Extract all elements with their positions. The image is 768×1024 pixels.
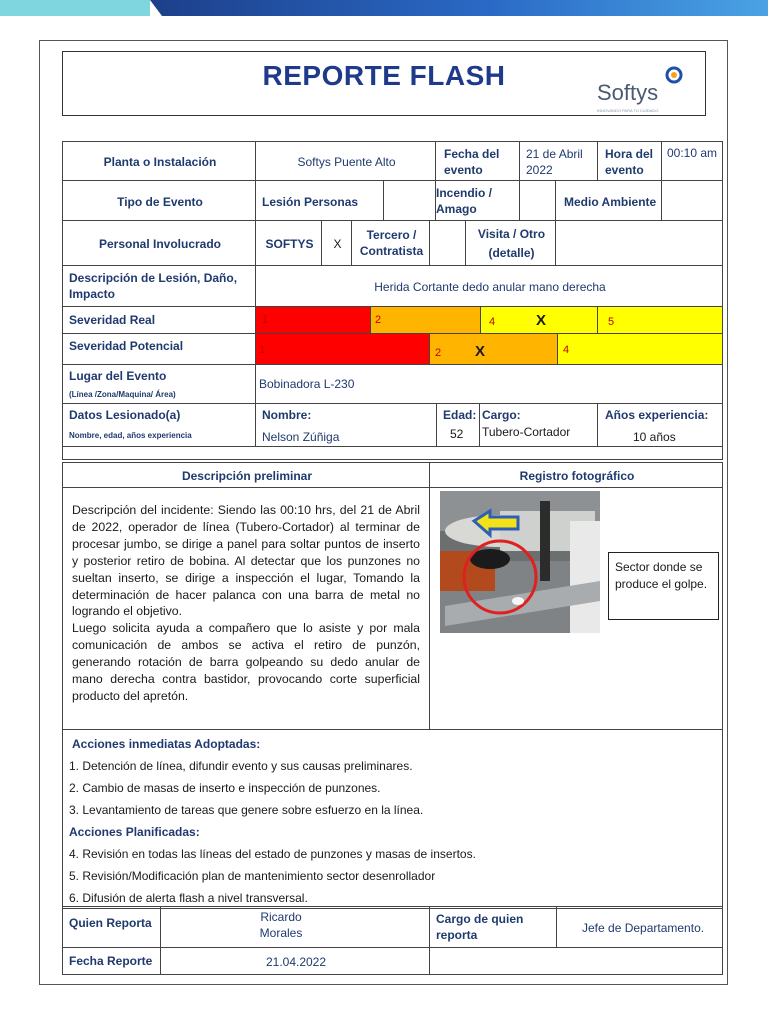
table-spacer	[62, 446, 723, 460]
severidad-real-level-5[interactable]	[597, 306, 723, 334]
quien-reporta-value-cell	[160, 906, 430, 948]
severidad-real-level-2-label: 2	[375, 314, 382, 326]
descripcion-header: Descripción preliminar	[181, 469, 313, 483]
visita-detalle-field[interactable]	[555, 220, 723, 266]
severidad-potencial-mark: X	[475, 343, 486, 360]
lugar-value-cell	[255, 364, 723, 404]
experiencia-value: 10 años	[633, 430, 676, 444]
planta-value-cell	[255, 141, 436, 181]
planta-label: Planta o Instalación	[103, 155, 217, 169]
fecha-evento-value: 21 de Abril 2022	[526, 147, 583, 177]
fecha-reporte-value-cell	[160, 947, 430, 975]
softys-label: SOFTYS	[265, 237, 314, 251]
severidad-real-level-2[interactable]	[370, 306, 481, 334]
tercero-check[interactable]	[429, 220, 466, 266]
lugar-value: Bobinadora L-230	[259, 377, 355, 391]
severidad-real-level-1-label: 1	[262, 314, 269, 326]
quien-reporta-value: Ricardo Morales	[259, 910, 303, 940]
quien-reporta-label-cell	[62, 906, 161, 948]
quien-reporta-label: Quien Reporta	[69, 916, 152, 930]
visita-cell	[465, 220, 556, 266]
cargo-cell	[479, 403, 598, 447]
personal-label-cell	[62, 220, 256, 266]
experiencia-label: Años experiencia:	[605, 408, 709, 422]
severidad-potencial-level-4[interactable]	[557, 333, 723, 365]
tercero-cell	[351, 220, 430, 266]
severidad-real-level-4-label: 4	[489, 316, 496, 328]
incident-photo	[440, 491, 600, 633]
acciones-planificadas-title: Acciones Planificadas:	[69, 825, 200, 839]
nombre-value: Nelson Zúñiga	[262, 430, 340, 444]
severidad-potencial-level-2[interactable]	[429, 333, 558, 365]
experiencia-cell	[597, 403, 723, 447]
accion-item: 5. Revisión/Modificación plan de mantenimiento sector desenrollador	[69, 869, 436, 883]
lesionado-label-cell	[62, 403, 256, 447]
lesion-personas-label: Lesión Personas	[262, 195, 359, 209]
tercero-label: Tercero / Contratista	[359, 228, 424, 258]
medio-ambiente-check[interactable]	[661, 180, 723, 221]
lugar-sublabel: (Línea /Zona/Maquina/ Área)	[69, 390, 176, 399]
fecha-reporte-label: Fecha Reporte	[69, 954, 153, 968]
lesionado-sublabel: Nombre, edad, años experiencia	[69, 431, 192, 440]
tipo-evento-label-cell	[62, 180, 256, 221]
severidad-potencial-level-2-label: 2	[435, 347, 442, 359]
descripcion-lesion-value: Herida Cortante dedo anular mano derecha	[374, 280, 606, 294]
medio-ambiente-cell	[555, 180, 662, 221]
planta-label-cell	[62, 141, 256, 181]
severidad-real-level-4[interactable]	[480, 306, 598, 334]
acciones-inmediatas-title: Acciones inmediatas Adoptadas:	[72, 737, 261, 751]
nombre-cell	[255, 403, 437, 447]
lesionado-label: Datos Lesionado(a)	[69, 408, 181, 422]
lugar-label: Lugar del Evento	[69, 369, 167, 383]
cargo-value: Tubero-Cortador	[482, 425, 571, 439]
accion-item: 3. Levantamiento de tareas que genere sobre esfuerzo en la línea.	[69, 803, 424, 817]
photo-callout-text: Sector donde se produce el golpe.	[615, 560, 708, 591]
cargo-label: Cargo:	[482, 408, 521, 422]
planta-value: Softys Puente Alto	[297, 155, 396, 169]
severidad-real-level-5-label: 5	[608, 316, 615, 328]
descripcion-lesion-label-cell	[62, 265, 256, 307]
fecha-evento-label-cell	[435, 141, 520, 181]
severidad-real-level-1[interactable]	[255, 306, 371, 334]
severidad-potencial-label: Severidad Potencial	[69, 339, 184, 353]
hora-evento-label: Hora del evento	[605, 147, 654, 177]
nombre-label: Nombre:	[262, 408, 312, 422]
fecha-reporte-empty-cell	[429, 947, 723, 975]
tipo-evento-label: Tipo de Evento	[117, 195, 203, 209]
softys-logo	[597, 68, 687, 113]
softys-check[interactable]	[321, 220, 352, 266]
incendio-label: Incendio / Amago	[436, 186, 493, 216]
report-header	[62, 51, 706, 116]
incendio-check[interactable]	[519, 180, 556, 221]
descripcion-lesion-label: Descripción de Lesión, Daño, Impacto	[69, 271, 238, 301]
fecha-reporte-value: 21.04.2022	[265, 955, 327, 969]
fecha-evento-label: Fecha del evento	[444, 147, 500, 177]
severidad-potencial-label-cell	[62, 333, 256, 365]
severidad-real-mark: X	[536, 312, 547, 329]
edad-label: Edad:	[443, 408, 477, 422]
hora-evento-value: 00:10 am	[667, 146, 718, 160]
edad-value: 52	[450, 427, 464, 441]
incendio-cell	[435, 180, 520, 221]
severidad-real-label-cell	[62, 306, 256, 334]
page-title: REPORTE FLASH	[262, 60, 506, 91]
logo-mark-icon	[665, 66, 683, 84]
edad-cell	[436, 403, 480, 447]
softys-mark: X	[333, 237, 342, 251]
lugar-label-cell	[62, 364, 256, 404]
photo-callout	[608, 552, 719, 620]
visita-label: Visita / Otro (detalle)	[477, 227, 546, 260]
softys-cell	[255, 220, 322, 266]
fecha-evento-value-cell	[519, 141, 598, 181]
descripcion-text: Descripción del incidente: Siendo las 00:10 hrs, del 21 de Abril de 2022, operador de línea (Tubero-Cortador) al terminar de procesar jumbo, se dirige a panel para soltar puntos de inserto y posterior retiro de bobina. Al detectar que los punzones no sueltan inserto, se dirige a inspección el lugar, Tomando la determinación de hacer palanca con una barra de metal no logrando el objetivo. Luego solicita ayuda a compañero que lo asiste y por mala comunicación de ambos se activa el retiro de punzón, generando rotación de barra golpeando su dedo anular de mano derecha contra bastidor, provocando corte superficial producto del apretón.	[72, 503, 420, 703]
lesion-personas-check[interactable]	[383, 180, 436, 221]
accion-item: 6. Difusión de alerta flash a nivel transversal.	[69, 891, 308, 905]
medio-ambiente-label: Medio Ambiente	[564, 195, 657, 209]
severidad-potencial-level-4-label: 4	[563, 344, 570, 356]
accion-item: 1. Detención de línea, difundir evento y sus causas preliminares.	[69, 759, 413, 773]
hora-evento-value-cell	[661, 141, 723, 181]
cargo-reporta-label-cell	[429, 906, 557, 948]
lesion-personas-cell	[255, 180, 384, 221]
hora-evento-label-cell	[597, 141, 662, 181]
logo-text: Softys	[597, 80, 659, 105]
severidad-real-label: Severidad Real	[69, 313, 156, 327]
cargo-reporta-value-cell	[556, 906, 723, 948]
cargo-reporta-label: Cargo de quien reporta	[436, 912, 524, 942]
registro-header-cell	[429, 462, 723, 488]
personal-label: Personal Involucrado	[98, 237, 222, 251]
top-decor-bar	[0, 0, 768, 16]
severidad-potencial-level-1[interactable]	[255, 333, 430, 365]
accion-item: 2. Cambio de masas de inserto e inspección de punzones.	[69, 781, 381, 795]
logo-tagline: INNOVANDO PARA TU CUIDADO	[597, 108, 659, 113]
registro-header: Registro fotográfico	[519, 469, 635, 483]
descripcion-lesion-value-cell	[255, 265, 723, 307]
descripcion-header-cell	[62, 462, 430, 488]
severidad-potencial-level-1-label: 1	[259, 344, 266, 356]
accion-item: 4. Revisión en todas las líneas del estado de punzones y masas de insertos.	[69, 847, 476, 861]
fecha-reporte-label-cell	[62, 947, 161, 975]
cargo-reporta-value: Jefe de Departamento.	[582, 921, 705, 935]
